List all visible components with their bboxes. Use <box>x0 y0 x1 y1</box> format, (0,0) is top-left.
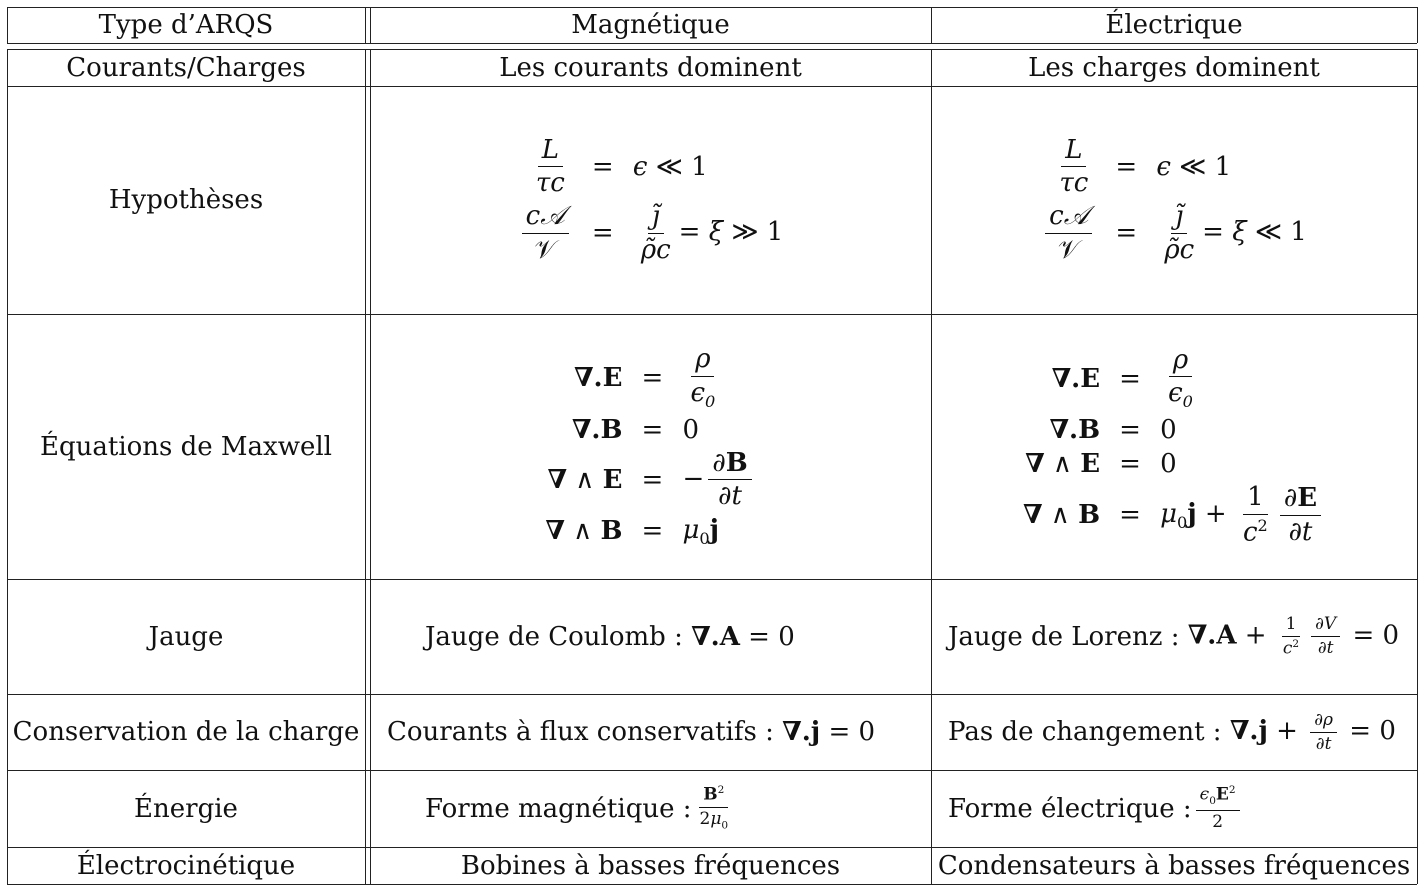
rule-col1 <box>365 49 366 884</box>
hypotheses-mag-equations: $\frac{L}{\tau c}$ = ϵ ≪ 1 $\frac{\text{c𝒜}}{\text{𝒱}}$ = $\frac{j̃}{\rhõc}$ = ξ ≫ 1 <box>370 86 931 314</box>
jauge-elec-formula: ∇.A + $\frac{1}{c^2}$ $\frac{\partial V}{\partial t}$ = 0 <box>1187 613 1400 659</box>
maxwell-elec-equations: ∇.E = $\frac{\rho}{\epsilon_0}$ ∇.B = 0 ∇ ∧ E = 0 ∇ ∧ B = $\mu_0j$ + $\frac{1}{c^2}$ $\frac{\partial E}{\partial t}$ <box>931 314 1417 579</box>
row-courants-elec: Les charges dominent <box>1028 52 1320 83</box>
conservation-elec <box>948 694 1414 770</box>
energie-mag-text: Forme magnétique : <box>425 793 692 824</box>
row-courants-mag: Les courants dominent <box>499 52 802 83</box>
conservation-elec-text: Pas de changement : <box>948 717 1222 747</box>
energie-elec-text: Forme électrique : <box>948 793 1192 824</box>
row-hypotheses-label: Hypothèses <box>108 185 264 215</box>
energie-elec <box>948 770 1414 847</box>
energie-elec-formula: $\frac{\epsilon_0E^2}{2}$ <box>1192 785 1244 831</box>
conservation-mag-text: Courants à flux conservatifs : <box>387 717 774 747</box>
rule-header-bottom <box>7 43 1417 44</box>
energie-mag-formula: $\frac{B^2}{2\mu_0}$ <box>699 784 729 832</box>
rule-right <box>1417 49 1418 884</box>
rule-col1-h <box>365 7 366 43</box>
header-electrique: Électrique <box>1105 10 1243 40</box>
conservation-elec-formula: ∇.j + $\frac{\partial\rho}{\partial t}$ = 0 <box>1229 709 1396 754</box>
hypotheses-elec-equations: $\frac{L}{\tau c}$ = ϵ ≪ 1 $\frac{\text{c𝒜}}{\text{𝒱}}$ = $\frac{j̃}{\rhõc}$ = ξ ≪ 1 <box>931 86 1417 314</box>
row-electrocinetique-elec: Condensateurs à basses fréquences <box>937 850 1411 881</box>
header-magnetique: Magnétique <box>571 10 730 40</box>
conservation-mag <box>387 694 927 770</box>
row-electrocinetique-mag: Bobines à basses fréquences <box>460 850 841 881</box>
row-jauge-label: Jauge <box>148 621 224 652</box>
jauge-mag-formula: ∇.A = 0 <box>691 621 795 652</box>
row-courants-label: Courants/Charges <box>66 52 306 83</box>
rule-bottom <box>7 884 1417 885</box>
jauge-mag <box>425 579 925 694</box>
rule-right-h <box>1417 7 1418 43</box>
jauge-elec-text: Jauge de Lorenz : <box>948 621 1180 652</box>
header-type: Type d’ARQS <box>98 10 274 40</box>
jauge-mag-text: Jauge de Coulomb : <box>425 621 683 652</box>
row-electrocinetique-label: Électrocinétique <box>76 850 296 881</box>
jauge-elec <box>948 579 1414 694</box>
maxwell-mag-equations: ∇.E = $\frac{\rho}{\epsilon_0}$ ∇.B = 0 ∇ ∧ E = − $\frac{\partial B}{\partial t}$ ∇ ∧ B = $\mu_0j$ <box>370 314 931 579</box>
row-maxwell-label: Équations de Maxwell <box>40 431 332 462</box>
conservation-mag-formula: ∇.j = 0 <box>782 717 876 747</box>
row-energie-label: Énergie <box>134 793 238 824</box>
energie-mag <box>425 770 925 847</box>
row-conservation-label: Conservation de la charge <box>12 717 360 747</box>
